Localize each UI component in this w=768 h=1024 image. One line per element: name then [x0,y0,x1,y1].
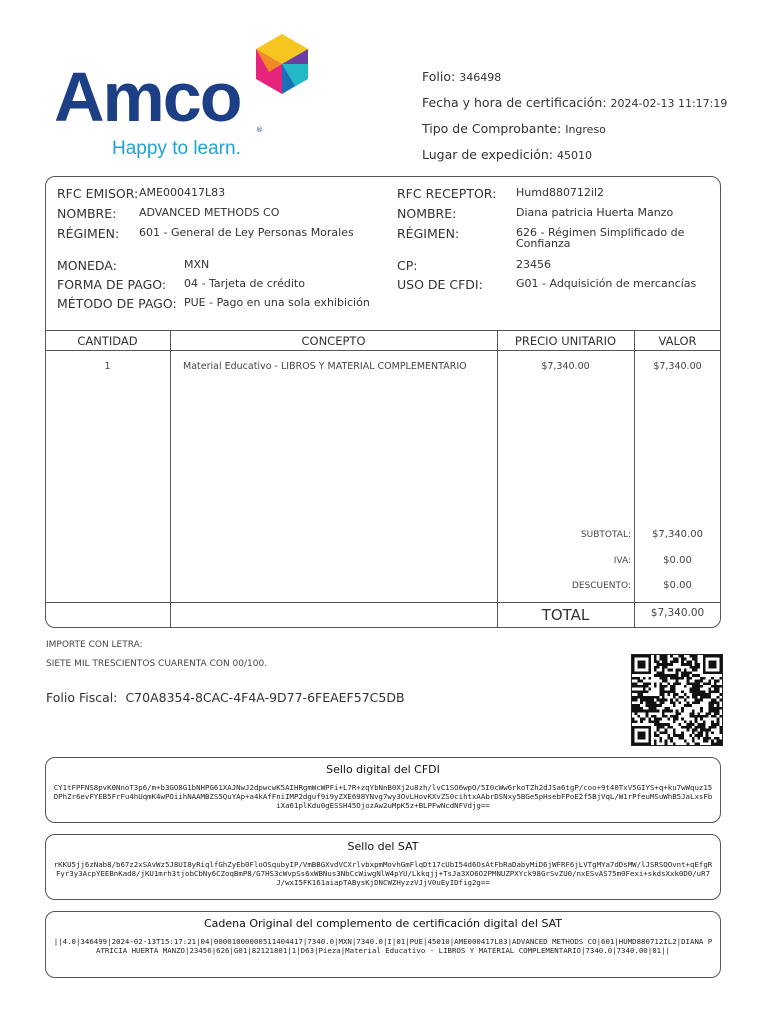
subtotal-value: $7,340.00 [652,529,703,540]
nombre-receptor-value: Diana patricia Huerta Manzo [516,206,674,219]
rfc-emisor-label: RFC EMISOR: [57,186,139,201]
table-top-divider [45,330,721,331]
moneda-label: MONEDA: [57,258,117,273]
header-cantidad: CANTIDAD [77,334,138,348]
regimen-receptor-value-1: 626 - Régimen Simplificado de [516,226,685,239]
cadena-original-text: ||4.0|346499|2024-02-13T15:17:21|04|00001000000511404417|7340.0|MXN|7340.0|I|01|PUE|45010|AME000417L83|ADVANCED METHODS CO|601|HUMD880712IL2|DIANA PATRICIA HUERTA MANZO|23456|626|G01|82121801|1|D63|Pieza|Material Educativo - LIBROS Y MATERIAL COMPLEMENTARIO|7340.0|7340.00|01|| [53,937,713,955]
regimen-receptor-value-2: Confianza [516,237,571,250]
descuento-label: DESCUENTO: [571,581,631,591]
row-concepto: Material Educativo - LIBROS Y MATERIAL COMPLEMENTARIO [183,361,467,372]
table-total-divider [45,602,721,603]
folio-fiscal [46,690,405,705]
metodo-pago-value: PUE - Pago en una sola exhibición [184,296,370,309]
sello-sat-box [45,834,721,900]
cp-value: 23456 [516,258,551,271]
row-precio: $7,340.00 [541,361,590,372]
cp-label: CP: [397,258,418,273]
amco-logo-wordmark: Amco [54,58,241,136]
tipo-label: Tipo de Comprobante: [422,121,562,136]
row-valor: $7,340.00 [653,361,702,372]
tipo-row [422,121,606,136]
sello-sat-title: Sello del SAT [347,840,419,853]
rfc-receptor-value: Humd880712il2 [516,186,605,199]
total-value: $7,340.00 [650,607,705,619]
tipo-value: Ingreso [565,123,606,136]
regimen-emisor-label: RÉGIMEN: [57,226,120,241]
table-header-divider [45,350,721,351]
descuento-value: $0.00 [663,580,692,591]
uso-cfdi-value: G01 - Adquisición de mercancías [516,277,697,290]
total-label: TOTAL [541,606,590,624]
lugar-row [422,147,592,162]
amco-logo-cube-icon [250,32,314,96]
sello-cfdi-box [45,757,721,823]
amco-tagline: Happy to learn. [112,138,241,159]
fecha-row [422,95,727,110]
lugar-label: Lugar de expedición: [422,147,553,162]
nombre-emisor-label: NOMBRE: [57,206,117,221]
fecha-label: Fecha y hora de certificación: [422,95,607,110]
subtotal-label: SUBTOTAL: [580,530,631,540]
cadena-original-box [45,911,721,978]
col-divider-1 [170,330,171,628]
header-valor: VALOR [658,334,697,348]
sello-cfdi-text: CY1tFPFNS8pvK0NnoT3p6/m+b3GO8G1bNHPG61XAJNwJ2dpwcwK5AIHRgmWcWPFi+L7R+zqYbNnB0Xj2u8zh/lvC1SO6wpO/5I0cWw6rkoTZh2dJSa6tgP/coo+9t40TxV5GIYS+q+ku7wWquz15DPhZr6evFYEB5FrFu4hUqmK4wPOiihNAAMBZS5QuYAp+a4kAfFniIMP2dguf9i9yZXE698YNvg7wy3OvLHovKXvZS0cihtxAAbrDSNxy5BGe5pHsebFPoE2f5BjVqL/W1rPfeuMSuWhB5JaLxsFbiXa61plKdu0gESSH45OjozAw2uMpK5z+BLPFwNcdNFVdjg== [53,783,713,810]
metodo-pago-label: MÉTODO DE PAGO: [57,296,177,311]
regimen-emisor-value: 601 - General de Ley Personas Morales [139,226,354,239]
nombre-receptor-label: NOMBRE: [397,206,457,221]
folio-row [422,69,501,84]
cadena-original-title: Cadena Original del complemento de certificación digital del SAT [203,917,563,930]
folio-fiscal-value: C70A8354-8CAC-4F4A-9D77-6FEAEF57C5DB [125,690,405,705]
sello-sat-text: rKKU5jj6zNab8/b67z2xSAvWz5J8UI8yRiqlfGhZyEb0FloOSqubyIP/VmBBGXvdVCXrlvbxpmMovhGmFlqDt17cUbI54d6OsAtFbRaDabyMiD6jWFRF6jLVTgMYa7dDsMW/lJSRSOOvnt+qEfgRFyr3y3AcpYEEBnKad8/jKU1mrh3tjobCbNy6CZoqBmP8/G7HS3cWvpSs6xWBNus3NbCcWiwgNlW4pYU/Lkkqjj+TsJa3XO6O2PMNUZPXYck98GrSvZU0/nxESvAS75m0Fexi+skdsXxk0D0/uR7J/wxI5FK161aiapTABysKjDNCWZHyzzVJjV0uEyIDfig2g== [53,860,713,887]
iva-label: IVA: [613,556,631,566]
folio-fiscal-label: Folio Fiscal: [46,690,118,705]
folio-label: Folio: [422,69,456,84]
qr-code-icon [631,654,723,746]
uso-cfdi-label: USO DE CFDI: [397,277,483,292]
header-concepto: CONCEPTO [301,334,366,348]
iva-value: $0.00 [663,555,692,566]
forma-pago-value: 04 - Tarjeta de crédito [184,277,305,290]
lugar-value: 45010 [557,149,592,162]
fecha-value: 2024-02-13 11:17:19 [610,97,728,110]
regimen-receptor-label: RÉGIMEN: [397,226,460,241]
sello-cfdi-title: Sello digital del CFDI [326,763,440,776]
importe-value: SIETE MIL TRESCIENTOS CUARENTA CON 00/100. [46,659,268,669]
registered-mark: ® [256,126,263,134]
forma-pago-label: FORMA DE PAGO: [57,277,167,292]
nombre-emisor-value: ADVANCED METHODS CO [139,206,280,219]
folio-value: 346498 [459,71,502,84]
rfc-emisor-value: AME000417L83 [139,186,226,199]
moneda-value: MXN [184,258,210,271]
rfc-receptor-label: RFC RECEPTOR: [397,186,497,201]
importe-label: IMPORTE CON LETRA: [46,640,143,650]
row-cantidad: 1 [104,361,111,372]
header-precio-unitario: PRECIO UNITARIO [514,334,617,348]
